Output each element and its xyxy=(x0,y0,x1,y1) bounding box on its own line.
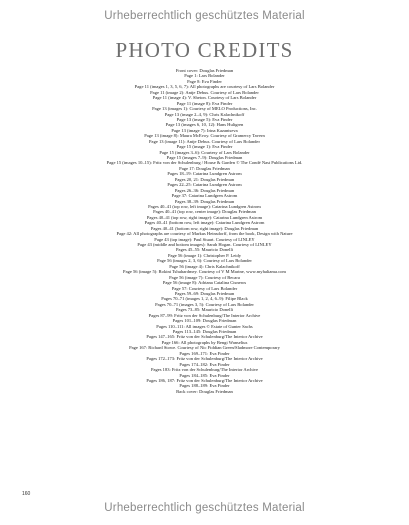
credit-line: Pages 38–39: Douglas Friedman xyxy=(174,198,235,204)
page-number: 160 xyxy=(22,491,31,497)
credit-line: Page 11 (image 4): V. Sheton. Courtesy of Lars Bolander xyxy=(152,95,257,101)
credit-line: Page 15 (images 3–6): Courtesy of Lars Bolander xyxy=(159,149,250,155)
credit-line: Pages 110–111: All images © Estate of Gunter Sachs xyxy=(156,323,253,329)
credit-line: Pages 18–19: Catarina Lundgren Astrom xyxy=(167,171,242,177)
watermark-top: Urheberrechtlich geschütztes Material xyxy=(104,10,305,22)
credit-line: Page 15 (image 1): Eva Finder xyxy=(176,144,233,150)
credit-line: Page 56 (image 1): Christopher P. Leidy xyxy=(167,252,242,258)
credit-line: Pages 147–165: Fritz von der Schulenburg/The Interior Archive xyxy=(146,334,263,340)
credit-line: Page 37: Catarina Lundgren Astrom xyxy=(171,193,238,199)
credit-line: Page 1: Lars Bolander xyxy=(184,73,225,79)
credit-line: Page 11 (image 8): Eva Finder xyxy=(176,100,233,106)
credit-line: Pages 40–41 (top row, left image): Catarina Lundgren Astrom xyxy=(148,203,261,209)
credit-line: Page 8: Eva Finder xyxy=(187,78,222,84)
credit-line: Page 17: Douglas Friedman xyxy=(179,165,230,171)
credit-line: Pages 172–173: Fritz von der Schulenburg/The Interior Archive xyxy=(146,356,263,362)
credit-line: Pages 73–85: Mauricio Donelli xyxy=(176,307,233,313)
credit-line: Page 57: Courtesy of Lars Bolander xyxy=(171,285,238,291)
credit-line: Page 11 (image 2): Antje Debus. Courtesy of Lars Bolander xyxy=(150,89,259,95)
credit-line: Pages 70–71 (images 3, 5): Courtesy of Lars Bolander xyxy=(155,301,254,307)
credit-line: Pages 186, 187: Fritz von der Schulenburg/The Interior Archive xyxy=(146,377,263,383)
credit-line: Page 13 (images 6, 10, 12): Hans Hultgren xyxy=(165,122,244,128)
credit-line: Pages 40–41 (top row, right image): Catarina Lundgren Astrom xyxy=(146,214,263,220)
credit-line: Pages 169–171: Eva Finder xyxy=(179,350,230,356)
credit-line: Page 43 (middle and bottom images): Sarah Hogan. Courtesy of LINLEY xyxy=(137,242,272,247)
credit-line: Page 15 (images 7–9): Douglas Friedman xyxy=(166,155,243,160)
credit-line: Pages 101–109: Douglas Friedman xyxy=(172,318,237,324)
credit-line: Page 13 (image 11): Antje Debus. Courtesy of Lars Bolander xyxy=(149,138,260,144)
credit-line: Page 43 (top image): Paul Stuart. Courtesy of LINLEY xyxy=(154,236,255,242)
credit-line: Pages 22–25: Catarina Lundgren Astrom xyxy=(167,182,242,188)
credit-line: Page 13 (images 1): Courtesy of MELO Productions, Inc. xyxy=(152,106,257,112)
credit-line: Page 56 (image 4): Chris Kalachnikoff xyxy=(169,263,240,269)
credit-line: Page 56 (image 8): Adriana Catalina Cisneros xyxy=(162,280,247,286)
credit-line: Page 11 (images 1, 3, 5, 6, 7): All photographs are courtesy of Lars Bolander xyxy=(134,84,275,90)
credit-line: Pages 26–36: Douglas Friedman xyxy=(174,187,235,193)
page-title: PHOTO CREDITS xyxy=(115,38,294,62)
credit-line: Page 56 (image 7): Courtesy of Becara xyxy=(169,274,240,280)
credit-line: Pages 70–71 (images 1, 2, 4, 6–9): Filipe Black xyxy=(161,296,248,302)
credit-line: Page 13 (image 2–4, 9): Chris Kalachnikoff xyxy=(164,111,245,117)
credit-line: Pages 40–41 (bottom row, left image): Catarina Lundgren Astrom xyxy=(144,220,265,226)
credit-line: Page 15 (images 10–15): Fritz von der Schulenburg / House & Garden © The Condé Nast Publications Ltd. xyxy=(106,160,303,166)
credit-line: Front cover: Douglas Friedman xyxy=(175,68,234,73)
credit-line: Page 167: Richard Stowe. Courtesy of Nic Fiddian Green/Sladmore Contemporary xyxy=(129,345,280,351)
credit-line: Page 13 (image 5): Eva Finder xyxy=(176,116,233,122)
watermark-bottom: Urheberrechtlich geschütztes Material xyxy=(104,502,305,514)
credit-line: Pages 113–145: Douglas Friedman xyxy=(172,329,237,334)
credit-line: Pages 174–182: Eva Finder xyxy=(179,361,230,367)
credit-line: Page 13 (image 8): Maura McEvoy. Courtesy of Gramercy Tavern xyxy=(144,133,265,139)
credit-line: Pages 183: Fritz von der Schulenburg/The Interior Archive xyxy=(150,367,259,373)
credit-line: Page 13 (image 7): Irina Kazantseva xyxy=(171,127,238,133)
credit-line: Pages 20, 21: Douglas Friedman xyxy=(174,176,235,182)
credit-line: Page 42: All photographs are courtesy of Markus Heinsdorff, from the book, Design with Nature xyxy=(116,231,293,237)
credit-line: Page 166: All photographs by Bengt Wanselius xyxy=(161,339,248,345)
credit-line: Pages 45–55: Mauricio Donelli xyxy=(176,247,233,253)
credit-line: Pages 40–41 (bottom row, right image): Douglas Friedman xyxy=(150,225,259,231)
credit-line: Pages 59–69: Douglas Friedman xyxy=(174,290,235,296)
credit-line: Pages 40–41 (top row, center image): Douglas Friedman xyxy=(153,209,256,215)
credit-line: Pages 87–99: Fritz von der Schulenburg/The Interior Archive xyxy=(148,312,261,318)
credit-line: Page 56 (images 2, 3, 6): Courtesy of Lars Bolander xyxy=(157,258,252,264)
credit-line: Pages 188–189: Eva Finder xyxy=(179,383,230,389)
credit-line: Page 56 (image 5): Rokini Tshuhardmey. Courtesy of V M Marine, www.myhaliama.com xyxy=(123,269,286,275)
credit-line: Pages 184–185: Eva Finder xyxy=(179,372,230,378)
credits-list xyxy=(20,68,389,394)
credit-line: Back cover: Douglas Friedman xyxy=(176,388,233,394)
